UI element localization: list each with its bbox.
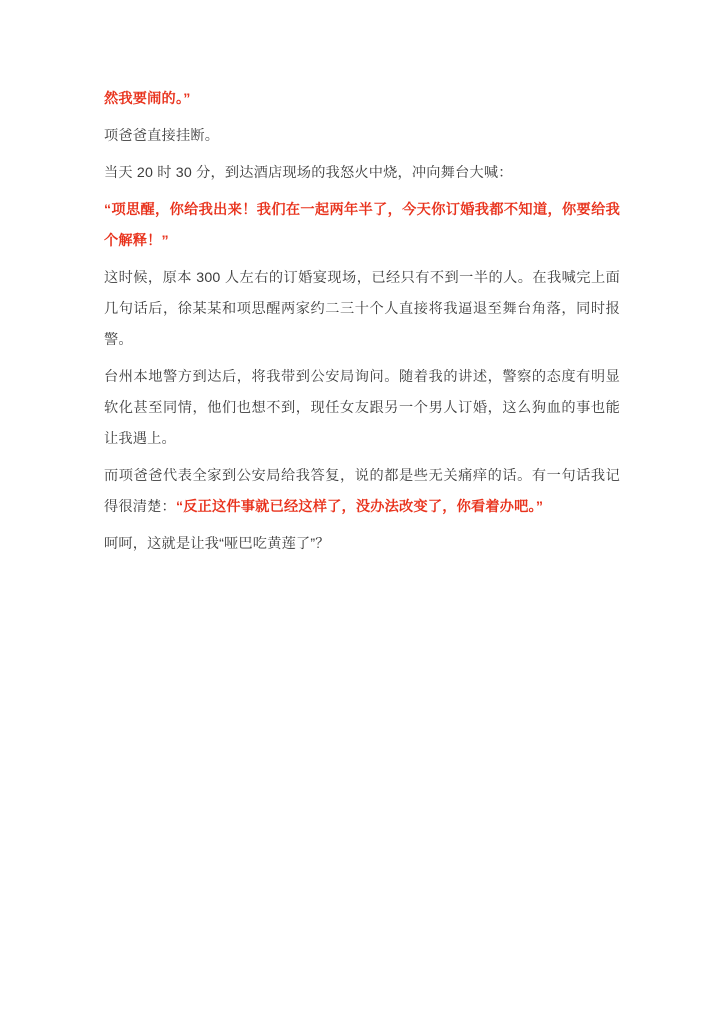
paragraph-3: 当天 20 时 30 分，到达酒店现场的我怒火中烧，冲向舞台大喊：: [104, 165, 513, 181]
paragraph-5: 这时候，原本 300 人左右的订婚宴现场，已经只有不到一半的人。在我喊完上面几句话后，徐某某和项思醒两家约二三十个人直接将我逼退至舞台角落，同时报警。: [104, 270, 620, 348]
paragraph-7-plain-segment: 而项爸爸代表全家到公安局给我答复，说的都是些无关痛痒的话。有一句话我记得很清楚：: [104, 468, 620, 515]
document-body: [104, 84, 620, 560]
paragraph-6: 台州本地警方到达后，将我带到公安局询问。随着我的讲述，警察的态度有明显软化甚至同情，他们也想不到，现任女友跟另一个男人订婚，这么狗血的事也能让我遇上。: [104, 369, 620, 447]
paragraph-8: 呵呵，这就是让我“哑巴吃黄莲了”？: [104, 536, 330, 552]
paragraph-4: “项思醒，你给我出来！我们在一起两年半了，今天你订婚我都不知道，你要给我个解释！”: [104, 202, 620, 249]
paragraph-7-quoted-segment: “反正这件事就已经这样了，没办法改变了，你看着办吧。”: [175, 499, 544, 515]
paragraph-2: 项爸爸直接挂断。: [104, 128, 220, 144]
paragraph-7: [104, 461, 620, 523]
paragraph-1: 然我要闹的。”: [104, 91, 191, 107]
